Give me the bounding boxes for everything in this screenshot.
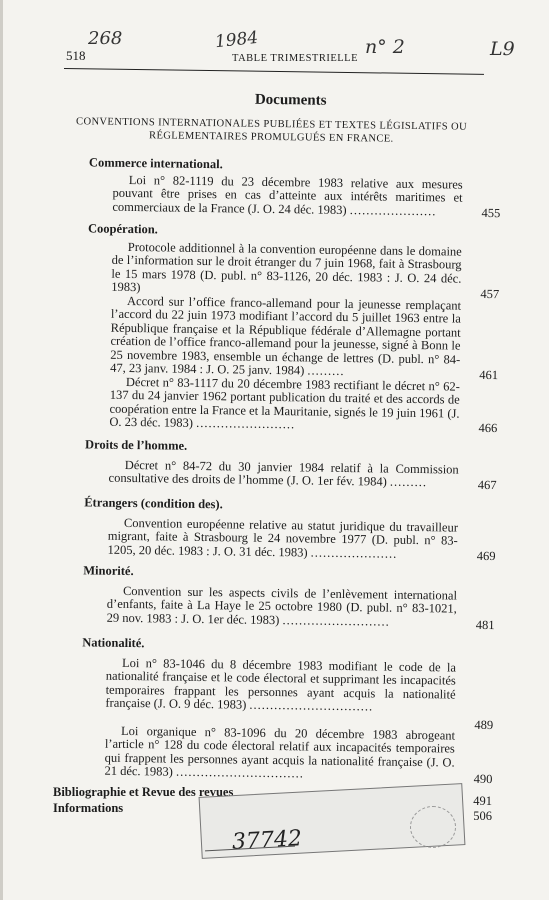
page-title: Documents <box>254 91 327 109</box>
section-heading-cooperation: Coopération. <box>87 221 158 237</box>
section-heading-etrangers: Étrangers (condition des). <box>84 495 223 512</box>
entry-text: Loi organique n° 83-1096 du 20 décembre 1983 abrogeant l’article n° 128 du code électoral relatif aux incapacités temporaires qui frappent les personnes ayant acquis la nationalité française (J. O. 21 déc. 1983) <box>104 723 456 779</box>
entry-page: 489 <box>474 717 494 733</box>
handwritten-code: L9 <box>490 38 515 60</box>
handwritten-year: 1984 <box>214 27 260 53</box>
entry-page: 455 <box>481 205 501 221</box>
entry-page: 466 <box>478 420 498 436</box>
bibliography-page: 491 <box>473 794 492 808</box>
entry-page: 461 <box>479 367 499 383</box>
section-heading-nationalite: Nationalité. <box>82 635 145 651</box>
entry-etrangers-1: Convention européenne relative au statut juridique du travailleur migrant, faite à Strasbourg le 24 novembre 1977 (D. publ. n° 83-1205, 20 déc. 1983 : J. O. 31 déc. 1983) ..................... <box>107 515 459 561</box>
entry-cooperation-2: Accord sur l’office franco-allemand pour la jeunesse remplaçant l’accord du 22 juin 1973 modifiant l’accord du 5 juillet 1963 entre la République française et la République fédérale d’Allemagne portant création de l’office franco-allemand pour la jeunesse, signé à Bonn le 25 novembre 1983, ensemble un échange de lettres (D. publ. n° 84-47, 23 janv. 1984 : J. O. 25 janv. 1984) ......... <box>110 293 462 379</box>
entry-text: Décret n° 84-72 du 30 janvier 1984 relatif à la Commission consultative des droits de l’homme (J. O. 1er fév. 1984) <box>108 457 459 490</box>
handwritten-issue: n° 2 <box>365 36 405 58</box>
entry-text: Convention européenne relative au statut juridique du travailleur migrant, faite à Strasbourg le 24 novembre 1977 (D. publ. n° 83-1205, 20 déc. 1983 : J. O. 31 déc. 1983) <box>107 515 459 560</box>
informations-label: Informations <box>53 801 124 815</box>
entry-commerce-1: Loi n° 82-1119 du 23 décembre 1983 relative aux mesures pouvant être prises en cas d’atteinte aux intérêts maritimes et commerciaux de la France (J. O. 24 déc. 1983) ..................... <box>112 172 463 219</box>
entry-text: Loi n° 83-1046 du 8 décembre 1983 modifiant le code de la nationalité française et le code électoral et supprimant les incapacités temporaires frappant les personnes ayant acquis la nationalité française (J. O. 9 déc. 1983) <box>105 655 457 712</box>
informations-page: 506 <box>473 809 492 823</box>
entry-text: Loi n° 82-1119 du 23 décembre 1983 relative aux mesures pouvant être prises en cas d’atteinte aux intérêts maritimes et commerciaux de la France (J. O. 24 déc. 1983) <box>112 172 463 217</box>
intro-heading: CONVENTIONS INTERNATIONALES PUBLIÉES ET TEXTES LÉGISLATIFS OU RÉGLEMENTAIRES PROMULGUÉS EN FRANCE. <box>76 116 468 145</box>
entry-nationalite-1: Loi n° 83-1046 du 8 décembre 1983 modifiant le code de la nationalité française et le code électoral et supprimant les incapacités temporaires frappant les personnes ayant acquis la nationalité française (J. O. 9 déc. 1983) .............................. <box>105 655 457 714</box>
entry-text: Décret n° 83-1117 du 20 décembre 1983 rectifiant le décret n° 62-137 du 24 janvier 1962 portant publication du traité et des accords de coopération entre la France et la Mauritanie, signés le 19 juin 1961 (J. O. 23 déc. 1983) <box>109 374 460 431</box>
entry-page: 490 <box>473 771 493 787</box>
entry-page: 467 <box>477 477 497 493</box>
entry-page: 457 <box>480 286 500 302</box>
stamp-number: 37742 <box>231 826 303 855</box>
entry-page: 481 <box>475 617 495 633</box>
section-heading-commerce: Commerce international. <box>88 155 223 172</box>
informations-line <box>53 801 123 816</box>
section-heading-droits: Droits de l’homme. <box>84 437 188 453</box>
section-heading-minorite: Minorité. <box>83 563 134 579</box>
entry-minorite-1: Convention sur les aspects civils de l’enlèvement international d’enfants, faite à La Haye le 25 octobre 1980 (D. publ. n° 83-1021, 29 nov. 1983 : J. O. 1er déc. 1983) .......................... <box>106 583 458 629</box>
entry-text: Accord sur l’office franco-allemand pour la jeunesse remplaçant l’accord du 22 juin 1973 modifiant l’accord du 5 juillet 1963 entre la République française et la République fédérale d’Allemagne portant création de l’office franco-allemand pour la jeunesse, signé à Bonn le 25 novembre 1983, ensemble un échange de lettres (D. publ. n° 84-47, 23 janv. 1984 : J. O. 25 janv. 1984) <box>110 293 462 378</box>
running-title: TABLE TRIMESTRIELLE <box>232 53 358 64</box>
bibliography-label: Bibliographie et Revue des revues <box>53 785 234 799</box>
entry-page: 469 <box>476 548 496 564</box>
handwritten-number: 268 <box>88 28 123 49</box>
entry-cooperation-1 <box>111 241 462 300</box>
stamp-seal-icon <box>410 806 456 848</box>
page-number: 518 <box>66 48 86 63</box>
entry-cooperation-3: Décret n° 83-1117 du 20 décembre 1983 rectifiant le décret n° 62-137 du 24 janvier 1962 portant publication du traité et des accords de coopération entre la France et la Mauritanie, signés le 19 juin 1961 (J. O. 23 déc. 1983) ........................ <box>109 374 460 432</box>
entry-text: Protocole additionnel à la convention européenne dans le domaine de l’information sur le droit étranger du 7 juin 1968, fait à Strasbourg le 15 mars 1978 (D. publ. n° 83-1126, 20 déc. 1983 : J. O. 24 déc. 1983) <box>111 239 462 295</box>
entry-droits-1: Décret n° 84-72 du 30 janvier 1984 relatif à la Commission consultative des droits de l’homme (J. O. 1er fév. 1984) ......... <box>108 457 459 490</box>
entry-nationalite-2: Loi organique n° 83-1096 du 20 décembre 1983 abrogeant l’article n° 128 du code électoral relatif aux incapacités temporaires qui frappent les personnes ayant acquis la nationalité française (J. O. 21 déc. 1983) ............................... <box>104 723 456 781</box>
entry-text: Convention sur les aspects civils de l’enlèvement international d’enfants, faite à La Haye le 25 octobre 1980 (D. publ. n° 83-1021, 29 nov. 1983 : J. O. 1er déc. 1983) <box>106 583 458 627</box>
